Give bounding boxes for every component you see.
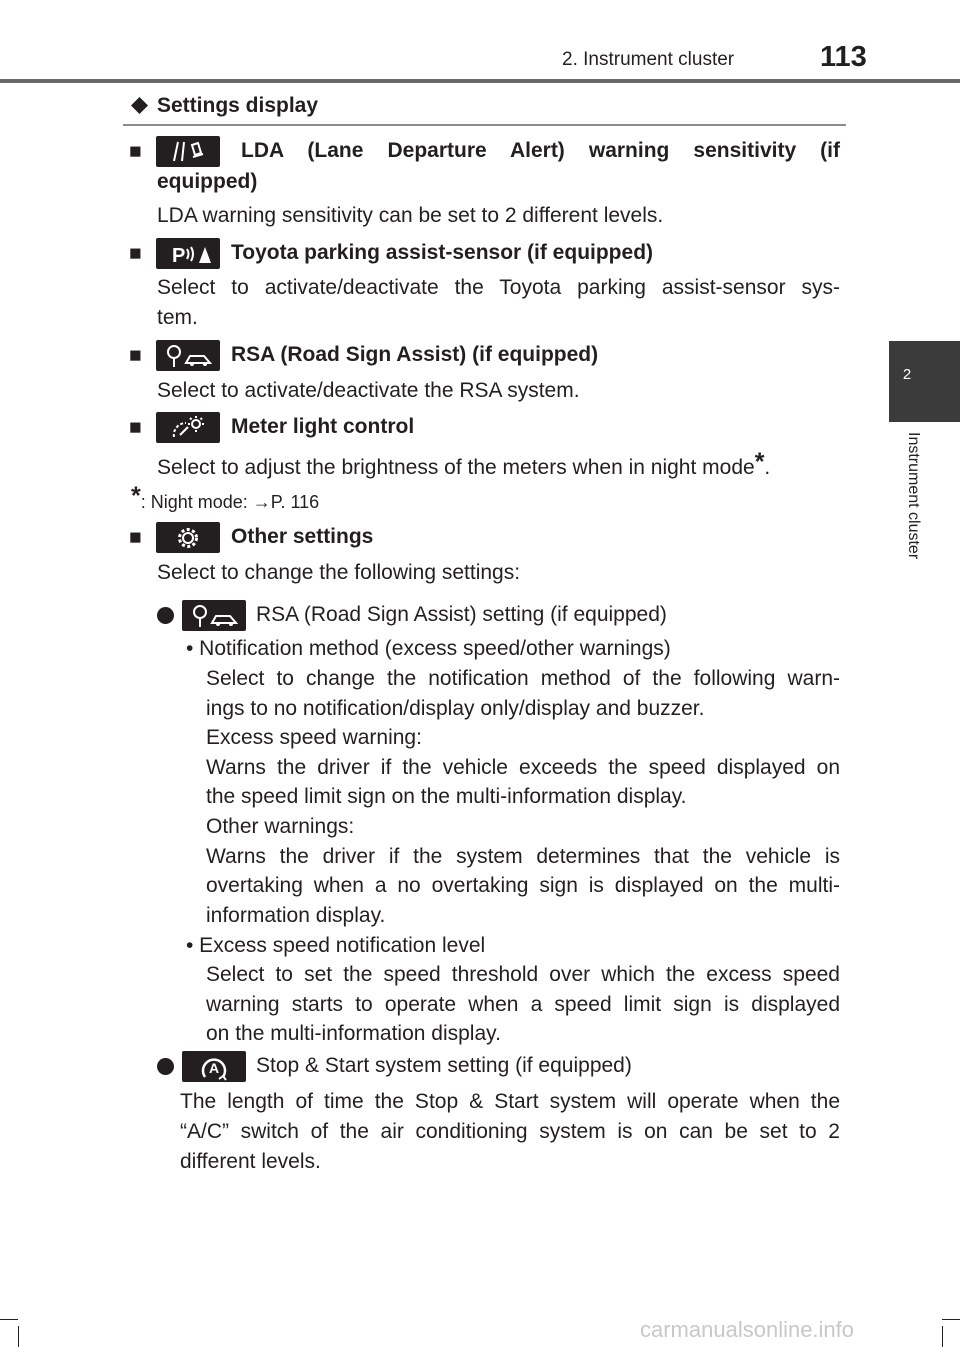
watermark: carmanualsonline.info [640, 1317, 855, 1342]
parking-description-line1: Select to activate/deactivate the Toyota parking assist-sensor sys- [157, 276, 840, 299]
rsa-title: RSA (Road Sign Assist) (if equipped) [231, 343, 599, 366]
running-head: 2. Instrument cluster [562, 49, 735, 70]
road-sign-assist-icon [182, 600, 246, 631]
rsa-text-line: Select to change the notification method of the following warn- [206, 667, 840, 690]
section-title: Settings display [157, 94, 319, 117]
meter-description: Select to adjust the brightness of the meters when in night mode*. [157, 448, 771, 479]
diamond-icon [131, 97, 148, 114]
rsa-text-line: Warns the driver if the system determines that the vehicle is [206, 845, 840, 868]
rsa-text-line: the speed limit sign on the multi-information display. [206, 785, 687, 808]
crop-mark [942, 1319, 960, 1320]
rsa-text-line: warning starts to operate when a speed limit sign is displayed [206, 993, 840, 1016]
rsa-text-line: information display. [206, 904, 386, 927]
rsa-text-line: overtaking when a no overtaking sign is displayed on the multi- [206, 874, 840, 897]
stop-start-text-line: “A/C” switch of the air conditioning system is on can be set to 2 [180, 1120, 840, 1143]
other-settings-description: Select to change the following settings: [157, 561, 521, 584]
other-settings-title: Other settings [231, 525, 374, 548]
meter-light-icon [156, 412, 220, 443]
stop-start-icon [182, 1051, 246, 1082]
lda-title-line1: LDA (Lane Departure Alert) warning sensitivity (if [241, 139, 840, 162]
stop-start-text-line: The length of time the Stop & Start system will operate when the [180, 1090, 840, 1113]
lda-title-line2: equipped) [157, 170, 258, 193]
section-divider [123, 124, 846, 126]
crop-mark [18, 1326, 19, 1347]
chapter-number: 2 [902, 366, 912, 383]
lda-description: LDA warning sensitivity can be set to 2 different levels. [157, 204, 664, 227]
svg-text:A: A [209, 1059, 220, 1076]
meter-title: Meter light control [231, 415, 415, 438]
rsa-text-line: ings to no notification/display only/display and buzzer. [206, 697, 705, 720]
rsa-text-line: Warns the driver if the vehicle exceeds the speed displayed on [206, 756, 840, 779]
rsa-text-line: Excess speed warning: [206, 726, 422, 749]
round-bullet-icon [157, 607, 174, 624]
stop-start-text-line: different levels. [180, 1150, 321, 1173]
round-bullet-icon [157, 1058, 174, 1075]
square-bullet-icon: ■ [129, 140, 142, 163]
chapter-label: Instrument cluster [905, 432, 922, 560]
rsa-text-line: on the multi-information display. [206, 1022, 501, 1045]
settings-gear-icon [156, 522, 220, 553]
square-bullet-icon: ■ [129, 526, 142, 549]
parking-title: Toyota parking assist-sensor (if equipped) [231, 241, 654, 264]
rsa-text-line: Other warnings: [206, 815, 355, 838]
crop-mark [0, 1319, 18, 1320]
rsa-description: Select to activate/deactivate the RSA system. [157, 379, 580, 402]
svg-text:P: P [172, 244, 186, 267]
notification-method-bullet: • Notification method (excess speed/other warnings) [186, 637, 671, 660]
square-bullet-icon: ■ [129, 416, 142, 439]
road-sign-assist-icon [156, 340, 220, 371]
footnote: *: Night mode: →P. 116 [131, 482, 320, 512]
header-rule [0, 79, 960, 83]
crop-mark [942, 1326, 943, 1347]
square-bullet-icon: ■ [129, 242, 142, 265]
rsa-setting-title: RSA (Road Sign Assist) setting (if equipped) [256, 603, 667, 626]
rsa-text-line: Select to set the speed threshold over which the excess speed [206, 963, 840, 986]
excess-speed-level-bullet: • Excess speed notification level [186, 934, 486, 957]
parking-description-line2: tem. [157, 306, 198, 329]
lda-icon [156, 136, 220, 167]
page-number: 113 [820, 41, 867, 73]
parking-sensor-icon [156, 238, 220, 269]
square-bullet-icon: ■ [129, 344, 142, 367]
stop-start-title: Stop & Start system setting (if equipped) [256, 1054, 632, 1077]
